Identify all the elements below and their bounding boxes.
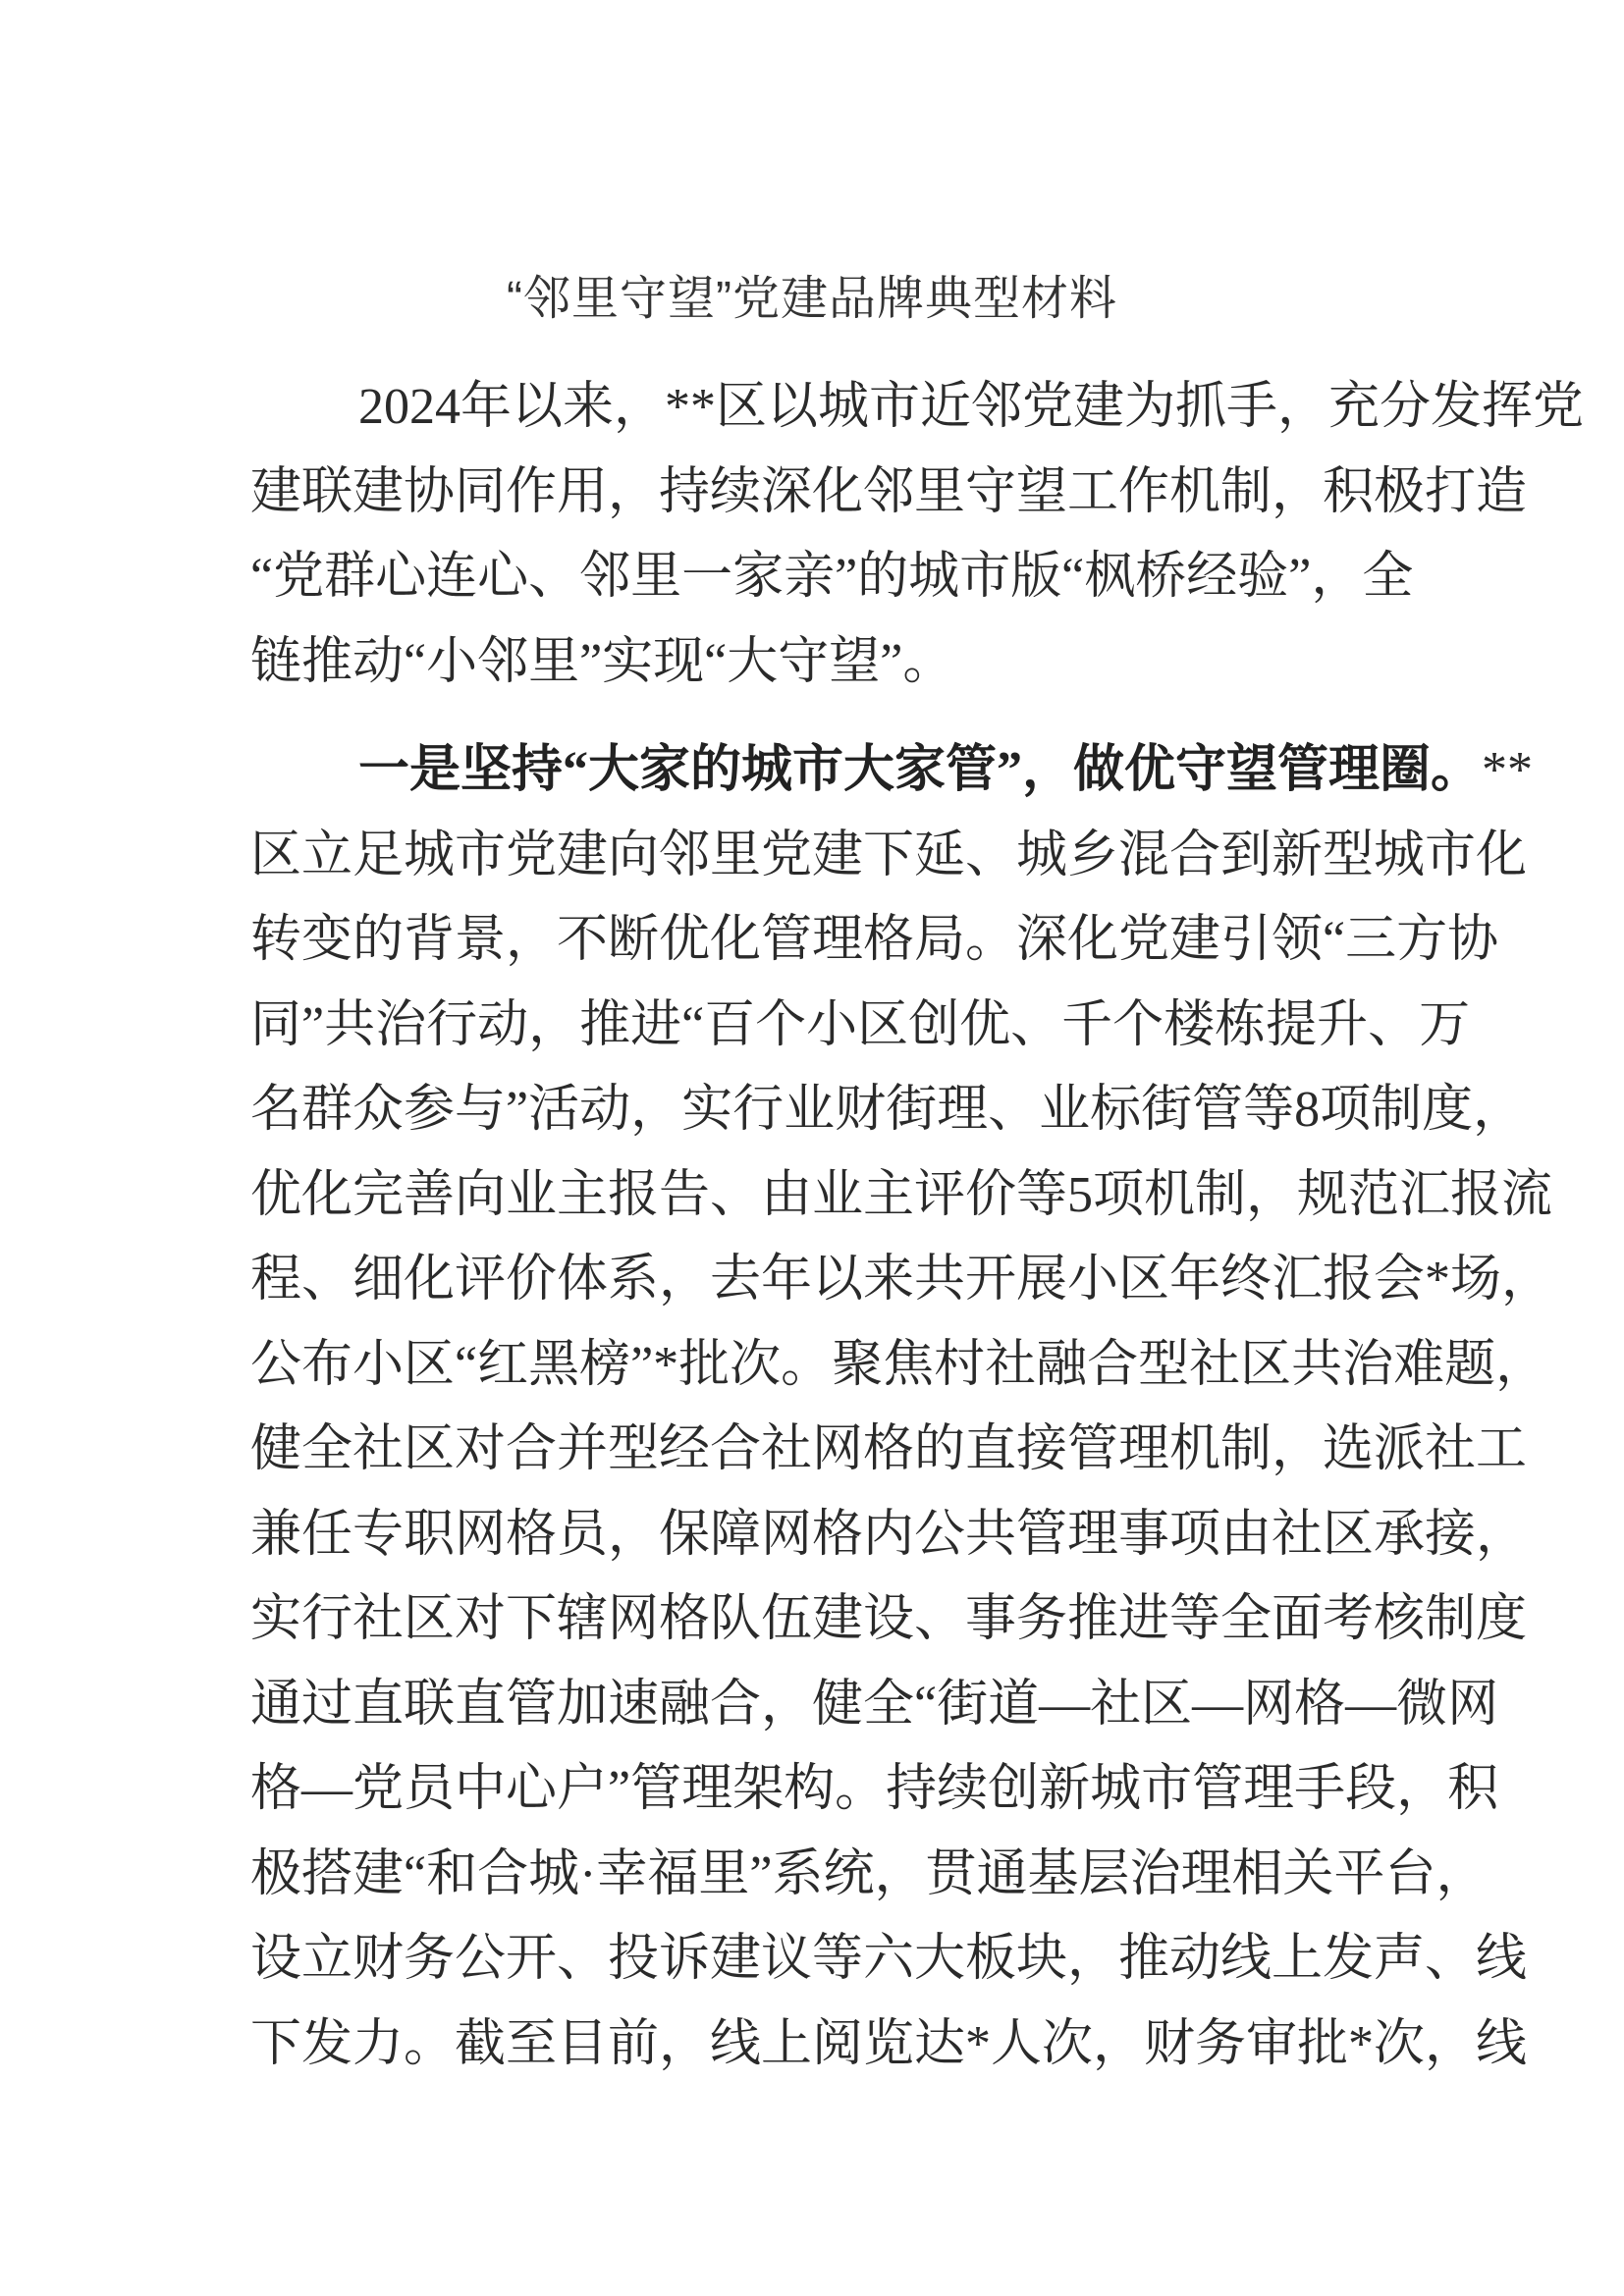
section-1-paragraph	[250, 728, 1553, 2087]
text-line: 公布小区“红黑榜”*批次。聚焦村社融合型社区共治难题，	[250, 1336, 1547, 1393]
text-line: 链推动“小邻里”实现“大守望”。	[250, 633, 954, 690]
text-line: 实行社区对下辖网格队伍建设、事务推进等全面考核制度	[250, 1591, 1528, 1647]
text-line: 下发力。截至目前，线上阅览达*人次，财务审批*次，线	[250, 2015, 1528, 2072]
intro-paragraph	[250, 365, 1585, 705]
text-line	[250, 728, 1534, 814]
text-fragment: **	[1482, 742, 1534, 798]
document-title: “邻里守望”党建品牌典型材料	[507, 273, 1117, 325]
text-line: 通过直联直管加速融合，健全“街道—社区—网格—微网	[250, 1676, 1499, 1733]
text-line: 2024年以来，**区以城市近邻党建为抓手，充分发挥党	[358, 379, 1585, 435]
text-line: 区立足城市党建向邻里党建下延、城乡混合到新型城市化	[250, 827, 1528, 883]
text-line: 优化完善向业主报告、由业主评价等5项机制，规范汇报流	[250, 1166, 1553, 1223]
text-line: 极搭建“和合城·幸福里”系统，贯通基层治理相关平台，	[250, 1845, 1488, 1902]
text-line: 建联建协同作用，持续深化邻里守望工作机制，积极打造	[250, 463, 1528, 520]
text-line: 转变的背景，不断优化管理格局。深化党建引领“三方协	[250, 912, 1499, 968]
text-line: 程、细化评价体系，去年以来共开展小区年终汇报会*场，	[250, 1252, 1553, 1308]
text-line: 健全社区对合并型经合社网格的直接管理机制，选派社工	[250, 1421, 1528, 1477]
text-line: 格—党员中心户”管理架构。持续创新城市管理手段，积	[250, 1761, 1499, 1817]
text-line: 名群众参与”活动，实行业财街理、业标街管等8项制度，	[250, 1082, 1525, 1138]
text-line: 兼任专职网格员，保障网格内公共管理事项由社区承接，	[250, 1506, 1528, 1563]
text-line: 设立财务公开、投诉建议等六大板块，推动线上发声、线	[250, 1931, 1528, 1987]
text-line: “党群心连心、邻里一家亲”的城市版“枫桥经验”，全	[250, 549, 1414, 605]
text-line: 同”共治行动，推进“百个小区创优、千个楼栋提升、万	[250, 996, 1471, 1053]
section-1-heading: 一是坚持“大家的城市大家管”，做优守望管理圈。	[358, 742, 1483, 798]
